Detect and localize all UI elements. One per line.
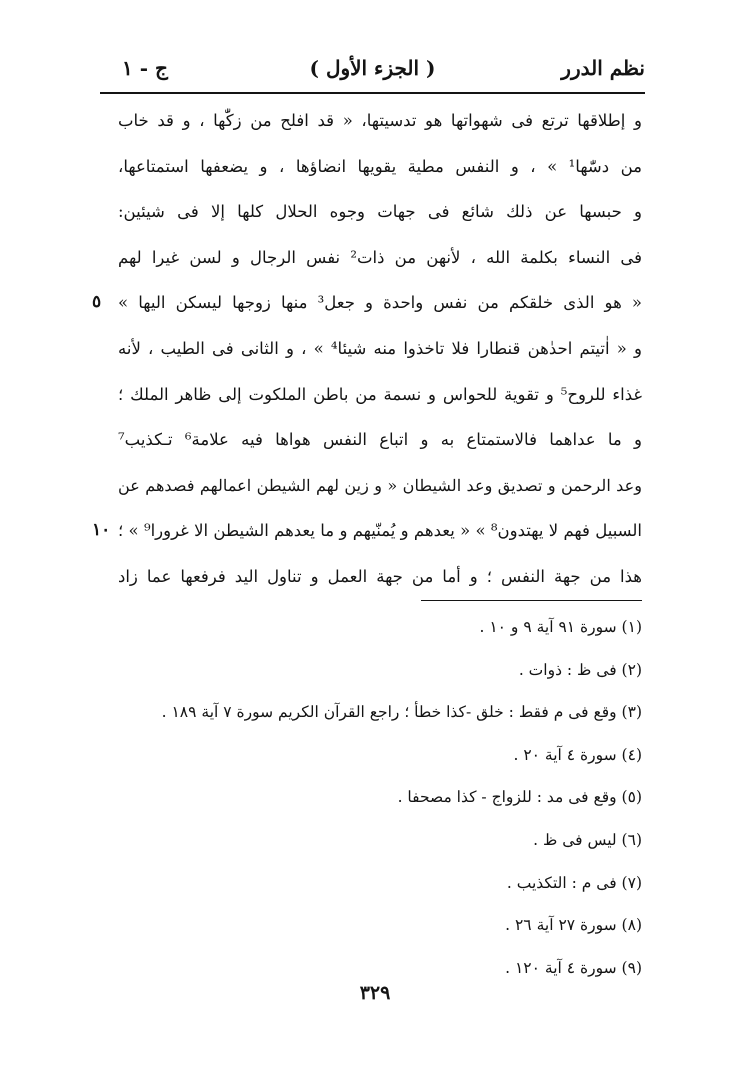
- part-label: ( الجزء الأول ): [309, 56, 436, 80]
- text-line: غذاء للروح⁵ و تقوية للحواس و نسمة من باطن الملكوت إلى ظاهر الملك ؛: [118, 384, 643, 404]
- text-line: و « اٰتيتم احدٰهن قنطارا فلا تاخذوا منه شيئا⁴ » ، و الثانى فى الطيب ، لأنه: [118, 338, 642, 358]
- footnote: (٧) فى م : التكذيب .: [506, 873, 642, 892]
- header-rule: [100, 92, 645, 94]
- page-number: ٣٢٩: [359, 982, 391, 1004]
- volume-mark: ج - ١: [122, 56, 168, 80]
- footnote: (٩) سورة ٤ آية ١٢٠ .: [505, 958, 642, 977]
- footnote: (٥) وقع فى مد : للزواج - كذا مصحفا .: [397, 788, 642, 807]
- footnote: (١) سورة ٩١ آية ٩ و ١٠ .: [479, 618, 642, 636]
- book-title: نظم الدرر: [561, 56, 645, 80]
- text-line: و ما عداهما فالاستمتاع به و اتباع النفس هواها فيه علامة⁶ تـكذيب⁷: [118, 430, 642, 450]
- running-header: [100, 56, 645, 90]
- margin-line-number: ٥: [92, 292, 102, 313]
- text-line: فى النساء بكلمة الله ، لأنهن من ذات² نفس الرجال و لسن غيرا لهم: [118, 247, 643, 267]
- footnotes: [100, 606, 642, 989]
- footnote: (٢) فى ظ : ذوات .: [518, 660, 642, 679]
- text-line: و إطلاقها ترتع فى شهواتها هو تدسيتها، « قد افلح من زكّٰها ، و قد خاب: [118, 111, 642, 130]
- text-line: وعد الرحمن و تصديق وعد الشيطان « و زين لهم الشيطن اعمالهم فصدهم عن: [118, 475, 642, 495]
- text-line: « هو الذى خلقكم من نفس واحدة و جعل³ منها زوجها ليسكن اليها »: [118, 293, 642, 313]
- footnote: (٦) ليس فى ظ .: [533, 830, 642, 849]
- footnote: (٨) سورة ٢٧ آية ٢٦ .: [505, 916, 642, 935]
- footnote-rule: [421, 600, 642, 601]
- text-line: و حبسها عن ذلك شائع فى جهات وجوه الحلال كلها إلا فى شيئين:: [118, 202, 642, 222]
- text-line: من دسّٰها¹ » ، و النفس مطية يقويها انضاؤها ، و يضعفها استمتاعها،: [118, 156, 642, 176]
- text-line: هذا من جهة النفس ؛ و أما من جهة العمل و تناول اليد فرفعها عما زاد: [118, 566, 642, 586]
- footnote: (٣) وقع فى م فقط : خلق -كذا خطأ ؛ راجع القرآن الكريم سورة ٧ آية ١٨٩ .: [161, 703, 642, 722]
- footnote: (٤) سورة ٤ آية ٢٠ .: [513, 745, 642, 764]
- text-line: السبيل فهم لا يهتدون⁸ » « يعدهم و يُمنّيهم و ما يعدهم الشيطن الا غرورا⁹ » ؛: [118, 521, 643, 541]
- main-text: [118, 98, 642, 600]
- margin-line-number: ١٠: [92, 520, 111, 541]
